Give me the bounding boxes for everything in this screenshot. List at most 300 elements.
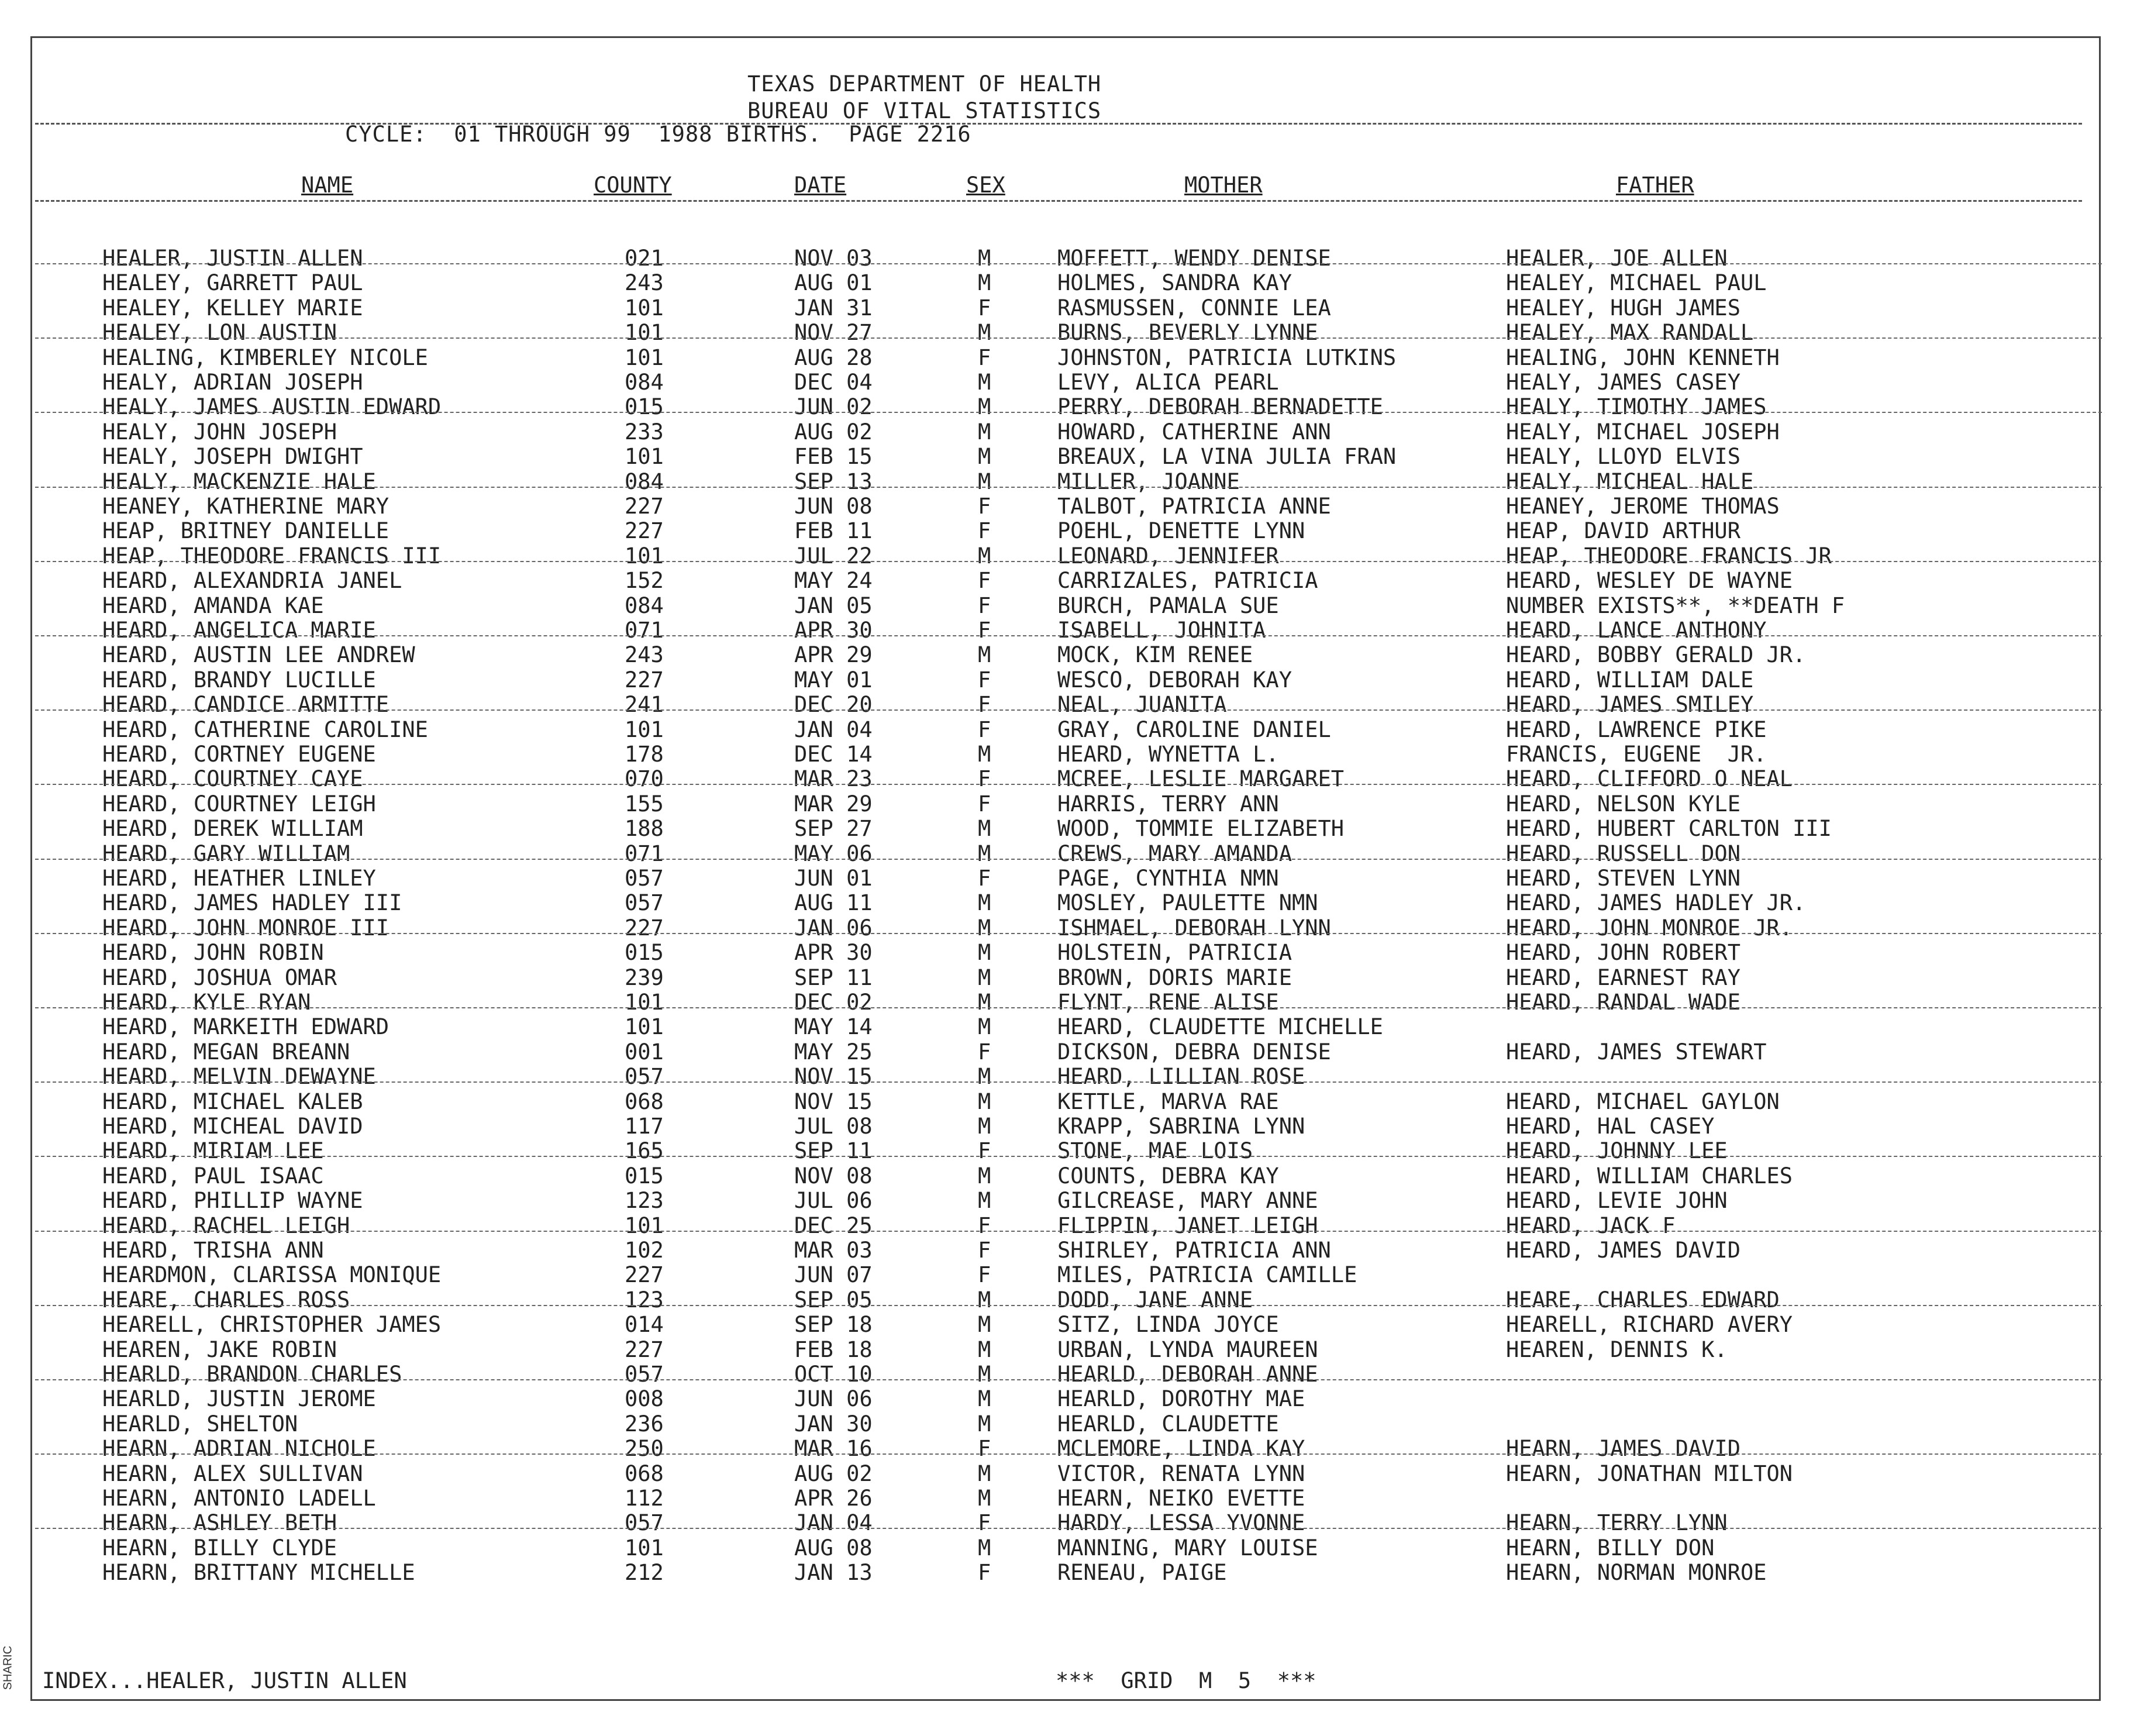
footer-grid: *** GRID M 5 *** bbox=[1056, 1668, 1316, 1693]
cell-father: HEAREN, DENNIS K. bbox=[1506, 1337, 1728, 1362]
cell-father: HEARD, JACK F bbox=[1506, 1213, 1676, 1238]
cell-father: HEARD, STEVEN LYNN bbox=[1506, 866, 1740, 891]
table-row bbox=[0, 1089, 2137, 1114]
cell-county: 227 bbox=[625, 915, 664, 941]
table-row bbox=[0, 469, 2137, 494]
cell-mother: VICTOR, RENATA LYNN bbox=[1057, 1461, 1305, 1486]
table-row bbox=[0, 419, 2137, 444]
table-row bbox=[0, 494, 2137, 518]
cell-name: HEALEY, LON AUSTIN bbox=[102, 320, 337, 346]
cell-name: HEARD, MICHEAL DAVID bbox=[102, 1114, 363, 1139]
table-row bbox=[0, 295, 2137, 320]
cell-county: 057 bbox=[625, 1510, 664, 1536]
table-row bbox=[0, 444, 2137, 469]
cell-date: AUG 08 bbox=[794, 1535, 873, 1561]
cell-name: HEARD, COURTNEY LEIGH bbox=[102, 791, 376, 817]
cell-date: SEP 27 bbox=[794, 816, 873, 842]
cell-mother: BREAUX, LA VINA JULIA FRAN bbox=[1057, 444, 1397, 470]
table-row bbox=[0, 320, 2137, 345]
cell-county: 227 bbox=[625, 1262, 664, 1288]
cell-sex: M bbox=[978, 370, 991, 395]
cell-sex: M bbox=[978, 1163, 991, 1189]
table-row bbox=[0, 1535, 2137, 1560]
cell-county: 212 bbox=[625, 1560, 664, 1586]
cell-mother: BURNS, BEVERLY LYNNE bbox=[1057, 320, 1318, 346]
cell-name: HEARD, HEATHER LINLEY bbox=[102, 866, 376, 891]
cell-sex: F bbox=[978, 1213, 991, 1238]
cell-mother: PERRY, DEBORAH BERNADETTE bbox=[1057, 394, 1383, 420]
cell-county: 112 bbox=[625, 1486, 664, 1511]
cell-mother: KRAPP, SABRINA LYNN bbox=[1057, 1114, 1305, 1139]
cell-name: HEALEY, KELLEY MARIE bbox=[102, 295, 363, 321]
table-row bbox=[0, 1014, 2137, 1039]
cell-sex: M bbox=[978, 1386, 991, 1412]
cell-name: HEAREN, JAKE ROBIN bbox=[102, 1337, 337, 1362]
cell-father: HEARE, CHARLES EDWARD bbox=[1506, 1287, 1780, 1313]
cell-mother: SHIRLEY, PATRICIA ANN bbox=[1057, 1238, 1331, 1263]
cell-date: DEC 25 bbox=[794, 1213, 873, 1238]
cell-name: HEARN, ALEX SULLIVAN bbox=[102, 1461, 363, 1486]
table-row bbox=[0, 246, 2137, 270]
cell-date: AUG 02 bbox=[794, 419, 873, 445]
cell-mother: CARRIZALES, PATRICIA bbox=[1057, 568, 1318, 594]
cell-sex: M bbox=[978, 1362, 991, 1387]
cell-county: 068 bbox=[625, 1089, 664, 1114]
cell-date: JUN 07 bbox=[794, 1262, 873, 1288]
table-row bbox=[0, 915, 2137, 940]
cell-name: HEARD, RACHEL LEIGH bbox=[102, 1213, 350, 1238]
cell-mother: DODD, JANE ANNE bbox=[1057, 1287, 1253, 1313]
cell-date: APR 30 bbox=[794, 940, 873, 966]
cell-date: JAN 05 bbox=[794, 593, 873, 618]
cell-name: HEARLD, JUSTIN JEROME bbox=[102, 1386, 376, 1412]
cell-mother: LEVY, ALICA PEARL bbox=[1057, 370, 1279, 395]
table-row bbox=[0, 1188, 2137, 1213]
cell-sex: M bbox=[978, 1411, 991, 1437]
table-row bbox=[0, 1461, 2137, 1486]
cell-father: HEANEY, JEROME THOMAS bbox=[1506, 494, 1780, 519]
cell-date: JUN 06 bbox=[794, 1386, 873, 1412]
cell-county: 233 bbox=[625, 419, 664, 445]
cell-father: HEALY, TIMOTHY JAMES bbox=[1506, 394, 1767, 420]
cell-mother: WOOD, TOMMIE ELIZABETH bbox=[1057, 816, 1345, 842]
cell-date: JUL 06 bbox=[794, 1188, 873, 1214]
cell-father: HEARD, CLIFFORD O NEAL bbox=[1506, 766, 1793, 792]
cell-county: 101 bbox=[625, 717, 664, 742]
cell-date: MAR 03 bbox=[794, 1238, 873, 1263]
cell-mother: JOHNSTON, PATRICIA LUTKINS bbox=[1057, 345, 1397, 370]
cell-mother: MANNING, MARY LOUISE bbox=[1057, 1535, 1318, 1561]
cell-name: HEALY, JOHN JOSEPH bbox=[102, 419, 337, 445]
cell-father: HEARD, HUBERT CARLTON III bbox=[1506, 816, 1832, 842]
cell-date: JUL 08 bbox=[794, 1114, 873, 1139]
table-row bbox=[0, 394, 2137, 419]
cell-date: AUG 11 bbox=[794, 890, 873, 916]
cell-sex: M bbox=[978, 1114, 991, 1139]
table-row bbox=[0, 841, 2137, 866]
table-row bbox=[0, 791, 2137, 816]
cell-father: HEARD, JOHNNY LEE bbox=[1506, 1138, 1728, 1164]
table-row bbox=[0, 965, 2137, 990]
cell-county: 250 bbox=[625, 1436, 664, 1462]
cell-name: HEARN, BRITTANY MICHELLE bbox=[102, 1560, 415, 1586]
cell-county: 123 bbox=[625, 1188, 664, 1214]
cell-county: 101 bbox=[625, 320, 664, 346]
table-row bbox=[0, 345, 2137, 370]
cell-name: HEARD, MIRIAM LEE bbox=[102, 1138, 324, 1164]
cell-date: AUG 28 bbox=[794, 345, 873, 370]
cell-mother: MOFFETT, WENDY DENISE bbox=[1057, 246, 1331, 271]
cell-father: HEALEY, HUGH JAMES bbox=[1506, 295, 1740, 321]
cell-date: JAN 31 bbox=[794, 295, 873, 321]
cell-mother: HARDY, LESSA YVONNE bbox=[1057, 1510, 1305, 1536]
table-row bbox=[0, 1386, 2137, 1411]
column-header-county: COUNTY bbox=[594, 173, 672, 198]
cell-date: MAY 01 bbox=[794, 667, 873, 693]
cell-name: HEALY, ADRIAN JOSEPH bbox=[102, 370, 363, 395]
cell-father: HEAP, DAVID ARTHUR bbox=[1506, 518, 1740, 544]
cell-date: NOV 15 bbox=[794, 1064, 873, 1090]
cell-date: SEP 13 bbox=[794, 469, 873, 494]
cell-name: HEARD, AUSTIN LEE ANDREW bbox=[102, 642, 415, 668]
cell-sex: M bbox=[978, 1535, 991, 1561]
cell-name: HEARD, BRANDY LUCILLE bbox=[102, 667, 376, 693]
cell-sex: M bbox=[978, 742, 991, 767]
cell-mother: MOCK, KIM RENEE bbox=[1057, 642, 1253, 668]
cell-date: DEC 14 bbox=[794, 742, 873, 767]
cell-county: 152 bbox=[625, 568, 664, 594]
cell-date: DEC 04 bbox=[794, 370, 873, 395]
cell-mother: LEONARD, JENNIFER bbox=[1057, 543, 1279, 569]
cell-name: HEALY, JOSEPH DWIGHT bbox=[102, 444, 363, 470]
cell-father: HEARN, JAMES DAVID bbox=[1506, 1436, 1740, 1462]
cell-mother: RASMUSSEN, CONNIE LEA bbox=[1057, 295, 1331, 321]
cell-date: JAN 06 bbox=[794, 915, 873, 941]
cell-name: HEARLD, BRANDON CHARLES bbox=[102, 1362, 402, 1387]
cell-mother: STONE, MAE LOIS bbox=[1057, 1138, 1253, 1164]
cell-county: 021 bbox=[625, 246, 664, 271]
cell-date: MAR 16 bbox=[794, 1436, 873, 1462]
cell-date: MAY 06 bbox=[794, 841, 873, 866]
cell-date: MAR 23 bbox=[794, 766, 873, 792]
cell-sex: M bbox=[978, 1064, 991, 1090]
cell-county: 070 bbox=[625, 766, 664, 792]
cell-county: 015 bbox=[625, 1163, 664, 1189]
cell-mother: HEARN, NEIKO EVETTE bbox=[1057, 1486, 1305, 1511]
cell-father: HEALING, JOHN KENNETH bbox=[1506, 345, 1780, 370]
table-row bbox=[0, 1510, 2137, 1535]
cell-sex: F bbox=[978, 295, 991, 321]
cell-sex: F bbox=[978, 766, 991, 792]
cell-mother: DICKSON, DEBRA DENISE bbox=[1057, 1039, 1331, 1065]
cell-sex: M bbox=[978, 1287, 991, 1313]
cell-mother: ISHMAEL, DEBORAH LYNN bbox=[1057, 915, 1331, 941]
cell-father: HEARD, WILLIAM CHARLES bbox=[1506, 1163, 1793, 1189]
cell-name: HEALY, MACKENZIE HALE bbox=[102, 469, 376, 494]
cell-father: HEARD, JOHN ROBERT bbox=[1506, 940, 1740, 966]
cell-sex: F bbox=[978, 1138, 991, 1164]
cell-name: HEARD, CANDICE ARMITTE bbox=[102, 692, 390, 718]
cell-name: HEALING, KIMBERLEY NICOLE bbox=[102, 345, 428, 370]
column-header-mother: MOTHER bbox=[1184, 173, 1263, 198]
cell-father: HEARD, BOBBY GERALD JR. bbox=[1506, 642, 1806, 668]
column-header-name: NAME bbox=[301, 173, 354, 198]
cell-sex: M bbox=[978, 940, 991, 966]
cell-county: 101 bbox=[625, 1014, 664, 1040]
cell-name: HEARE, CHARLES ROSS bbox=[102, 1287, 350, 1313]
cell-sex: M bbox=[978, 469, 991, 494]
column-header-sex: SEX bbox=[966, 173, 1005, 198]
cell-date: FEB 18 bbox=[794, 1337, 873, 1362]
cell-sex: M bbox=[978, 1461, 991, 1486]
table-row bbox=[0, 717, 2137, 742]
cell-county: 015 bbox=[625, 394, 664, 420]
cell-sex: F bbox=[978, 692, 991, 718]
table-row bbox=[0, 667, 2137, 692]
cell-date: MAY 25 bbox=[794, 1039, 873, 1065]
cell-name: HEARD, KYLE RYAN bbox=[102, 990, 311, 1015]
cell-date: FEB 11 bbox=[794, 518, 873, 544]
cell-father: HEARELL, RICHARD AVERY bbox=[1506, 1312, 1793, 1338]
cell-date: JAN 04 bbox=[794, 1510, 873, 1536]
cell-sex: M bbox=[978, 320, 991, 346]
table-row bbox=[0, 543, 2137, 568]
cell-name: HEALER, JUSTIN ALLEN bbox=[102, 246, 363, 271]
cell-county: 243 bbox=[625, 270, 664, 296]
table-row bbox=[0, 1436, 2137, 1461]
cell-father: HEARN, BILLY DON bbox=[1506, 1535, 1715, 1561]
cell-county: 101 bbox=[625, 444, 664, 470]
cell-date: NOV 03 bbox=[794, 246, 873, 271]
cell-date: APR 29 bbox=[794, 642, 873, 668]
cell-father: NUMBER EXISTS**, **DEATH F bbox=[1506, 593, 1845, 618]
table-row bbox=[0, 1039, 2137, 1064]
cell-sex: F bbox=[978, 593, 991, 618]
cell-date: MAY 24 bbox=[794, 568, 873, 594]
cell-sex: F bbox=[978, 518, 991, 544]
cell-date: JAN 30 bbox=[794, 1411, 873, 1437]
cell-father: HEARD, RANDAL WADE bbox=[1506, 990, 1740, 1015]
column-header-divider bbox=[35, 200, 2082, 202]
cell-father: HEARD, RUSSELL DON bbox=[1506, 841, 1740, 866]
table-row bbox=[0, 692, 2137, 717]
cell-father: HEARD, WILLIAM DALE bbox=[1506, 667, 1754, 693]
cell-mother: MCLEMORE, LINDA KAY bbox=[1057, 1436, 1305, 1462]
cell-mother: MILLER, JOANNE bbox=[1057, 469, 1240, 494]
cell-mother: GRAY, CAROLINE DANIEL bbox=[1057, 717, 1331, 742]
cell-mother: BROWN, DORIS MARIE bbox=[1057, 965, 1292, 990]
cell-father: HEARD, JAMES DAVID bbox=[1506, 1238, 1740, 1263]
cell-father: FRANCIS, EUGENE JR. bbox=[1506, 742, 1767, 767]
cell-father: HEARD, WESLEY DE WAYNE bbox=[1506, 568, 1793, 594]
table-row bbox=[0, 866, 2137, 890]
cell-county: 014 bbox=[625, 1312, 664, 1338]
cell-sex: M bbox=[978, 270, 991, 296]
column-header-date: DATE bbox=[794, 173, 847, 198]
cell-date: SEP 11 bbox=[794, 965, 873, 990]
cell-mother: HEARLD, DOROTHY MAE bbox=[1057, 1386, 1305, 1412]
cell-date: SEP 11 bbox=[794, 1138, 873, 1164]
cell-sex: M bbox=[978, 419, 991, 445]
cell-sex: F bbox=[978, 1436, 991, 1462]
cell-name: HEARN, ADRIAN NICHOLE bbox=[102, 1436, 376, 1462]
cell-county: 188 bbox=[625, 816, 664, 842]
cell-date: DEC 02 bbox=[794, 990, 873, 1015]
cell-county: 101 bbox=[625, 543, 664, 569]
cell-county: 236 bbox=[625, 1411, 664, 1437]
cell-sex: M bbox=[978, 1089, 991, 1114]
table-row bbox=[0, 1262, 2137, 1287]
cell-date: APR 26 bbox=[794, 1486, 873, 1511]
cell-name: HEARDMON, CLARISSA MONIQUE bbox=[102, 1262, 442, 1288]
cell-mother: HEARLD, CLAUDETTE bbox=[1057, 1411, 1279, 1437]
cell-mother: KETTLE, MARVA RAE bbox=[1057, 1089, 1279, 1114]
cell-mother: HEARD, LILLIAN ROSE bbox=[1057, 1064, 1305, 1090]
cell-date: NOV 27 bbox=[794, 320, 873, 346]
cell-county: 057 bbox=[625, 1064, 664, 1090]
cell-county: 227 bbox=[625, 494, 664, 519]
footer-index: INDEX...HEALER, JUSTIN ALLEN bbox=[42, 1668, 407, 1693]
cell-county: 068 bbox=[625, 1461, 664, 1486]
cell-name: HEARD, JOHN ROBIN bbox=[102, 940, 324, 966]
column-header-father: FATHER bbox=[1616, 173, 1694, 198]
cell-name: HEARN, ASHLEY BETH bbox=[102, 1510, 337, 1536]
cell-county: 102 bbox=[625, 1238, 664, 1263]
cell-county: 084 bbox=[625, 593, 664, 618]
cell-county: 101 bbox=[625, 295, 664, 321]
cell-date: AUG 01 bbox=[794, 270, 873, 296]
cell-name: HEARD, JOHN MONROE III bbox=[102, 915, 390, 941]
table-row bbox=[0, 618, 2137, 642]
cell-name: HEAP, THEODORE FRANCIS III bbox=[102, 543, 442, 569]
cell-county: 101 bbox=[625, 990, 664, 1015]
cell-date: MAR 29 bbox=[794, 791, 873, 817]
cell-county: 071 bbox=[625, 618, 664, 643]
table-row bbox=[0, 1362, 2137, 1386]
cell-name: HEARD, GARY WILLIAM bbox=[102, 841, 350, 866]
cell-date: JUL 22 bbox=[794, 543, 873, 569]
cell-county: 239 bbox=[625, 965, 664, 990]
cell-name: HEARD, JAMES HADLEY III bbox=[102, 890, 402, 916]
cell-sex: M bbox=[978, 1014, 991, 1040]
cell-father: HEALER, JOE ALLEN bbox=[1506, 246, 1728, 271]
table-row bbox=[0, 890, 2137, 915]
cell-county: 178 bbox=[625, 742, 664, 767]
table-row bbox=[0, 1486, 2137, 1510]
cell-county: 071 bbox=[625, 841, 664, 866]
cell-father: HEARD, EARNEST RAY bbox=[1506, 965, 1740, 990]
table-row bbox=[0, 1312, 2137, 1337]
cell-sex: M bbox=[978, 965, 991, 990]
cell-name: HEALEY, GARRETT PAUL bbox=[102, 270, 363, 296]
cell-county: 155 bbox=[625, 791, 664, 817]
cell-sex: M bbox=[978, 1486, 991, 1511]
cell-name: HEARD, MELVIN DEWAYNE bbox=[102, 1064, 376, 1090]
cell-sex: M bbox=[978, 816, 991, 842]
cell-name: HEARD, MARKEITH EDWARD bbox=[102, 1014, 390, 1040]
cell-county: 001 bbox=[625, 1039, 664, 1065]
cell-sex: F bbox=[978, 791, 991, 817]
cell-father: HEARD, LANCE ANTHONY bbox=[1506, 618, 1767, 643]
cell-sex: M bbox=[978, 1337, 991, 1362]
cell-father: HEALEY, MAX RANDALL bbox=[1506, 320, 1754, 346]
cell-sex: F bbox=[978, 1560, 991, 1586]
cell-county: 227 bbox=[625, 518, 664, 544]
cell-father: HEARD, HAL CASEY bbox=[1506, 1114, 1715, 1139]
cell-county: 241 bbox=[625, 692, 664, 718]
cell-mother: TALBOT, PATRICIA ANNE bbox=[1057, 494, 1331, 519]
cell-sex: F bbox=[978, 866, 991, 891]
cell-county: 243 bbox=[625, 642, 664, 668]
cell-mother: NEAL, JUANITA bbox=[1057, 692, 1227, 718]
cell-sex: F bbox=[978, 1238, 991, 1263]
table-row bbox=[0, 1163, 2137, 1188]
cell-name: HEARLD, SHELTON bbox=[102, 1411, 298, 1437]
cell-date: FEB 15 bbox=[794, 444, 873, 470]
cell-date: NOV 08 bbox=[794, 1163, 873, 1189]
cell-county: 057 bbox=[625, 1362, 664, 1387]
cell-sex: M bbox=[978, 890, 991, 916]
table-row bbox=[0, 990, 2137, 1014]
cell-mother: POEHL, DENETTE LYNN bbox=[1057, 518, 1305, 544]
cell-date: NOV 15 bbox=[794, 1089, 873, 1114]
cell-name: HEANEY, KATHERINE MARY bbox=[102, 494, 390, 519]
cell-date: APR 30 bbox=[794, 618, 873, 643]
cell-name: HEARD, CORTNEY EUGENE bbox=[102, 742, 376, 767]
cell-date: JUN 08 bbox=[794, 494, 873, 519]
cell-sex: M bbox=[978, 990, 991, 1015]
cell-sex: M bbox=[978, 543, 991, 569]
cell-sex: F bbox=[978, 1039, 991, 1065]
cell-mother: BURCH, PAMALA SUE bbox=[1057, 593, 1279, 618]
table-row bbox=[0, 1138, 2137, 1163]
cell-sex: F bbox=[978, 618, 991, 643]
cell-county: 057 bbox=[625, 890, 664, 916]
cell-name: HEARD, MICHAEL KALEB bbox=[102, 1089, 363, 1114]
cell-name: HEARD, ANGELICA MARIE bbox=[102, 618, 376, 643]
cell-mother: HEARD, WYNETTA L. bbox=[1057, 742, 1279, 767]
cell-county: 084 bbox=[625, 370, 664, 395]
header-line-3: CYCLE: 01 THROUGH 99 1988 BIRTHS. PAGE 2216 bbox=[345, 122, 971, 147]
cell-name: HEARD, CATHERINE CAROLINE bbox=[102, 717, 428, 742]
cell-mother: WESCO, DEBORAH KAY bbox=[1057, 667, 1292, 693]
cell-date: MAY 14 bbox=[794, 1014, 873, 1040]
cell-mother: MOSLEY, PAULETTE NMN bbox=[1057, 890, 1318, 916]
cell-mother: GILCREASE, MARY ANNE bbox=[1057, 1188, 1318, 1214]
header-line-1: TEXAS DEPARTMENT OF HEALTH bbox=[747, 71, 1102, 97]
cell-county: 101 bbox=[625, 345, 664, 370]
table-row bbox=[0, 1114, 2137, 1138]
cell-mother: PAGE, CYNTHIA NMN bbox=[1057, 866, 1279, 891]
cell-mother: COUNTS, DEBRA KAY bbox=[1057, 1163, 1279, 1189]
cell-name: HEARD, MEGAN BREANN bbox=[102, 1039, 350, 1065]
cell-father: HEARN, NORMAN MONROE bbox=[1506, 1560, 1767, 1586]
cell-name: HEARD, PHILLIP WAYNE bbox=[102, 1188, 363, 1214]
table-row bbox=[0, 270, 2137, 295]
table-row bbox=[0, 1238, 2137, 1262]
cell-mother: MILES, PATRICIA CAMILLE bbox=[1057, 1262, 1357, 1288]
cell-father: HEARD, JAMES SMILEY bbox=[1506, 692, 1754, 718]
cell-mother: ISABELL, JOHNITA bbox=[1057, 618, 1266, 643]
cell-father: HEARD, NELSON KYLE bbox=[1506, 791, 1740, 817]
table-row bbox=[0, 1560, 2137, 1585]
cell-father: HEALY, MICHEAL HALE bbox=[1506, 469, 1754, 494]
cell-date: JAN 13 bbox=[794, 1560, 873, 1586]
cell-father: HEARD, JAMES HADLEY JR. bbox=[1506, 890, 1806, 916]
cell-name: HEARELL, CHRISTOPHER JAMES bbox=[102, 1312, 442, 1338]
cell-mother: CREWS, MARY AMANDA bbox=[1057, 841, 1292, 866]
cell-father: HEARD, LEVIE JOHN bbox=[1506, 1188, 1728, 1214]
